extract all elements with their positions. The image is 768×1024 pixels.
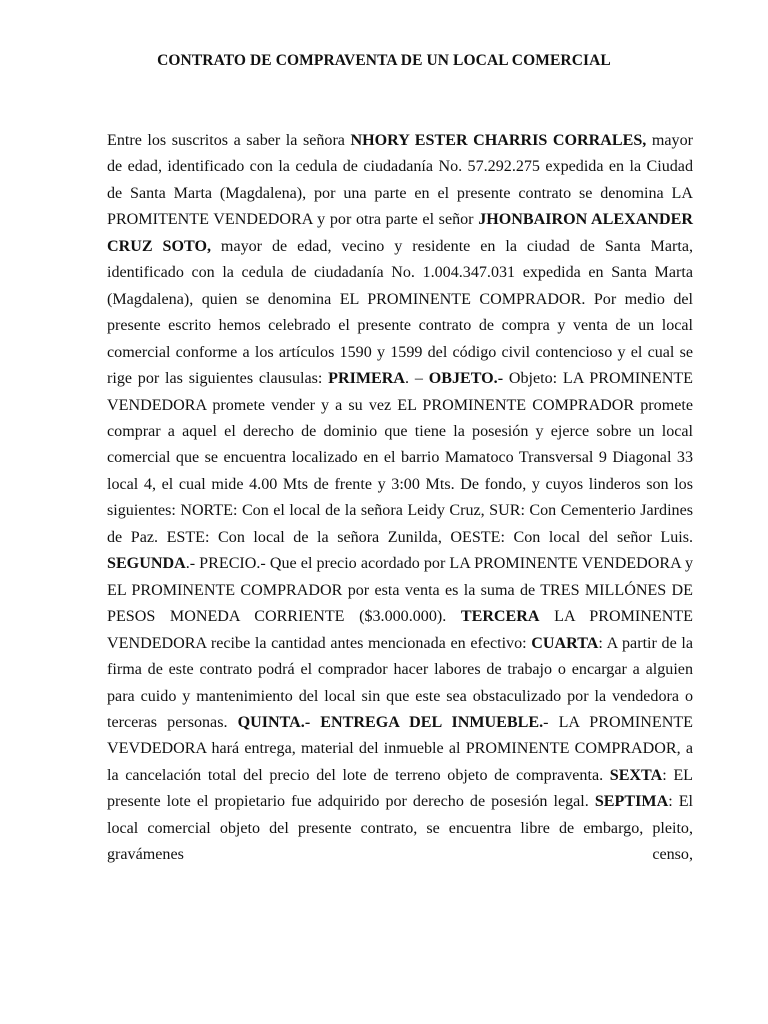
bold-term: OBJETO.- xyxy=(428,370,504,388)
bold-term: TERCERA xyxy=(460,608,540,626)
body-text-run: mayor de edad, vecino y residente en la ciudad de Santa Marta, identificado con la cedula de ciudadanía No. 1.004.347.031 expedida en Santa Marta (Magdalena), quien se denomina EL PROMINENTE COMPRADOR. Por medio del presente escrito hemos celebrado el presente contrato de compra y venta de un local comercial conforme a los artículos 1590 y 1599 del código civil contencioso y el cual se rige por las siguientes clausulas: xyxy=(107,237,693,388)
body-text-run: : El local comercial objeto del presente contrato, se encuentra libre de embargo, pleito, gravámenes censo, xyxy=(107,793,694,864)
bold-term: JHONBAIRON ALEXANDER CRUZ SOTO, xyxy=(107,211,693,255)
body-text-run: mayor de edad, identificado con la cedula de ciudadanía No. 57.292.275 expedida en la Ciudad de Santa Marta (Magdalena), por una parte en el presente contrato se denomina LA PROMITENTE VENDEDORA y por otra parte el señor xyxy=(107,132,693,229)
bold-term: SEGUNDA xyxy=(107,555,186,573)
document-title: CONTRATO DE COMPRAVENTA DE UN LOCAL COMERCIAL xyxy=(157,52,611,69)
bold-term: SEPTIMA xyxy=(594,793,669,811)
body-text-run: : A partir de la firma de este contrato podrá el comprador hacer labores de trabajo o encargar a alguien para cuido y mantenimiento del local sin que este sea obstaculizado por la vendedora o terceras personas. xyxy=(107,634,693,731)
bold-term: CUARTA xyxy=(531,634,599,652)
contract-body-paragraph xyxy=(107,128,693,869)
body-text-run: Objeto: LA PROMINENTE VENDEDORA promete vender y a su vez EL PROMINENTE COMPRADOR promete comprar a aquel el derecho de dominio que tiene la posesión y ejerce sobre un local comercial que se encuentra localizado en el barrio Mamatoco Transversal 9 Diagonal 33 local 4, el cual mide 4.00 Mts de frente y 3:00 Mts. De fondo, y cuyos linderos son los siguientes: NORTE: Con el local de la señora Leidy Cruz, SUR: Con Cementerio Jardines de Paz. ESTE: Con local de la señora Zunilda, OESTE: Con local del señor Luis. xyxy=(107,370,693,546)
body-text-run: . – xyxy=(405,370,429,388)
body-text-run: LA PROMINENTE VENDEDORA recibe la cantidad antes mencionada en efectivo: xyxy=(107,608,693,652)
body-text-run: : EL presente lote el propietario fue adquirido por derecho de posesión legal. xyxy=(107,766,694,811)
bold-term: PRIMERA xyxy=(328,370,406,388)
body-text-run: Entre los suscritos a saber la señora xyxy=(107,132,351,149)
body-text-run: .- PRECIO.- Que el precio acordado por LA PROMINENTE VENDEDORA y EL PROMINENTE COMPRADOR por esta venta es la suma de TRES MILLÓNES DE PESOS MONEDA CORRIENTE ($3.000.000). xyxy=(107,555,693,626)
bold-term: QUINTA.- ENTREGA DEL INMUEBLE. xyxy=(237,713,544,731)
bold-term: NHORY ESTER CHARRIS CORRALES, xyxy=(350,132,647,149)
bold-term: SEXTA xyxy=(609,766,663,784)
body-text-run: - LA PROMINENTE VEVDEDORA hará entrega, material del inmueble al PROMINENTE COMPRADOR, a la cancelación total del precio del lote de terreno objeto de compraventa. xyxy=(107,713,693,784)
